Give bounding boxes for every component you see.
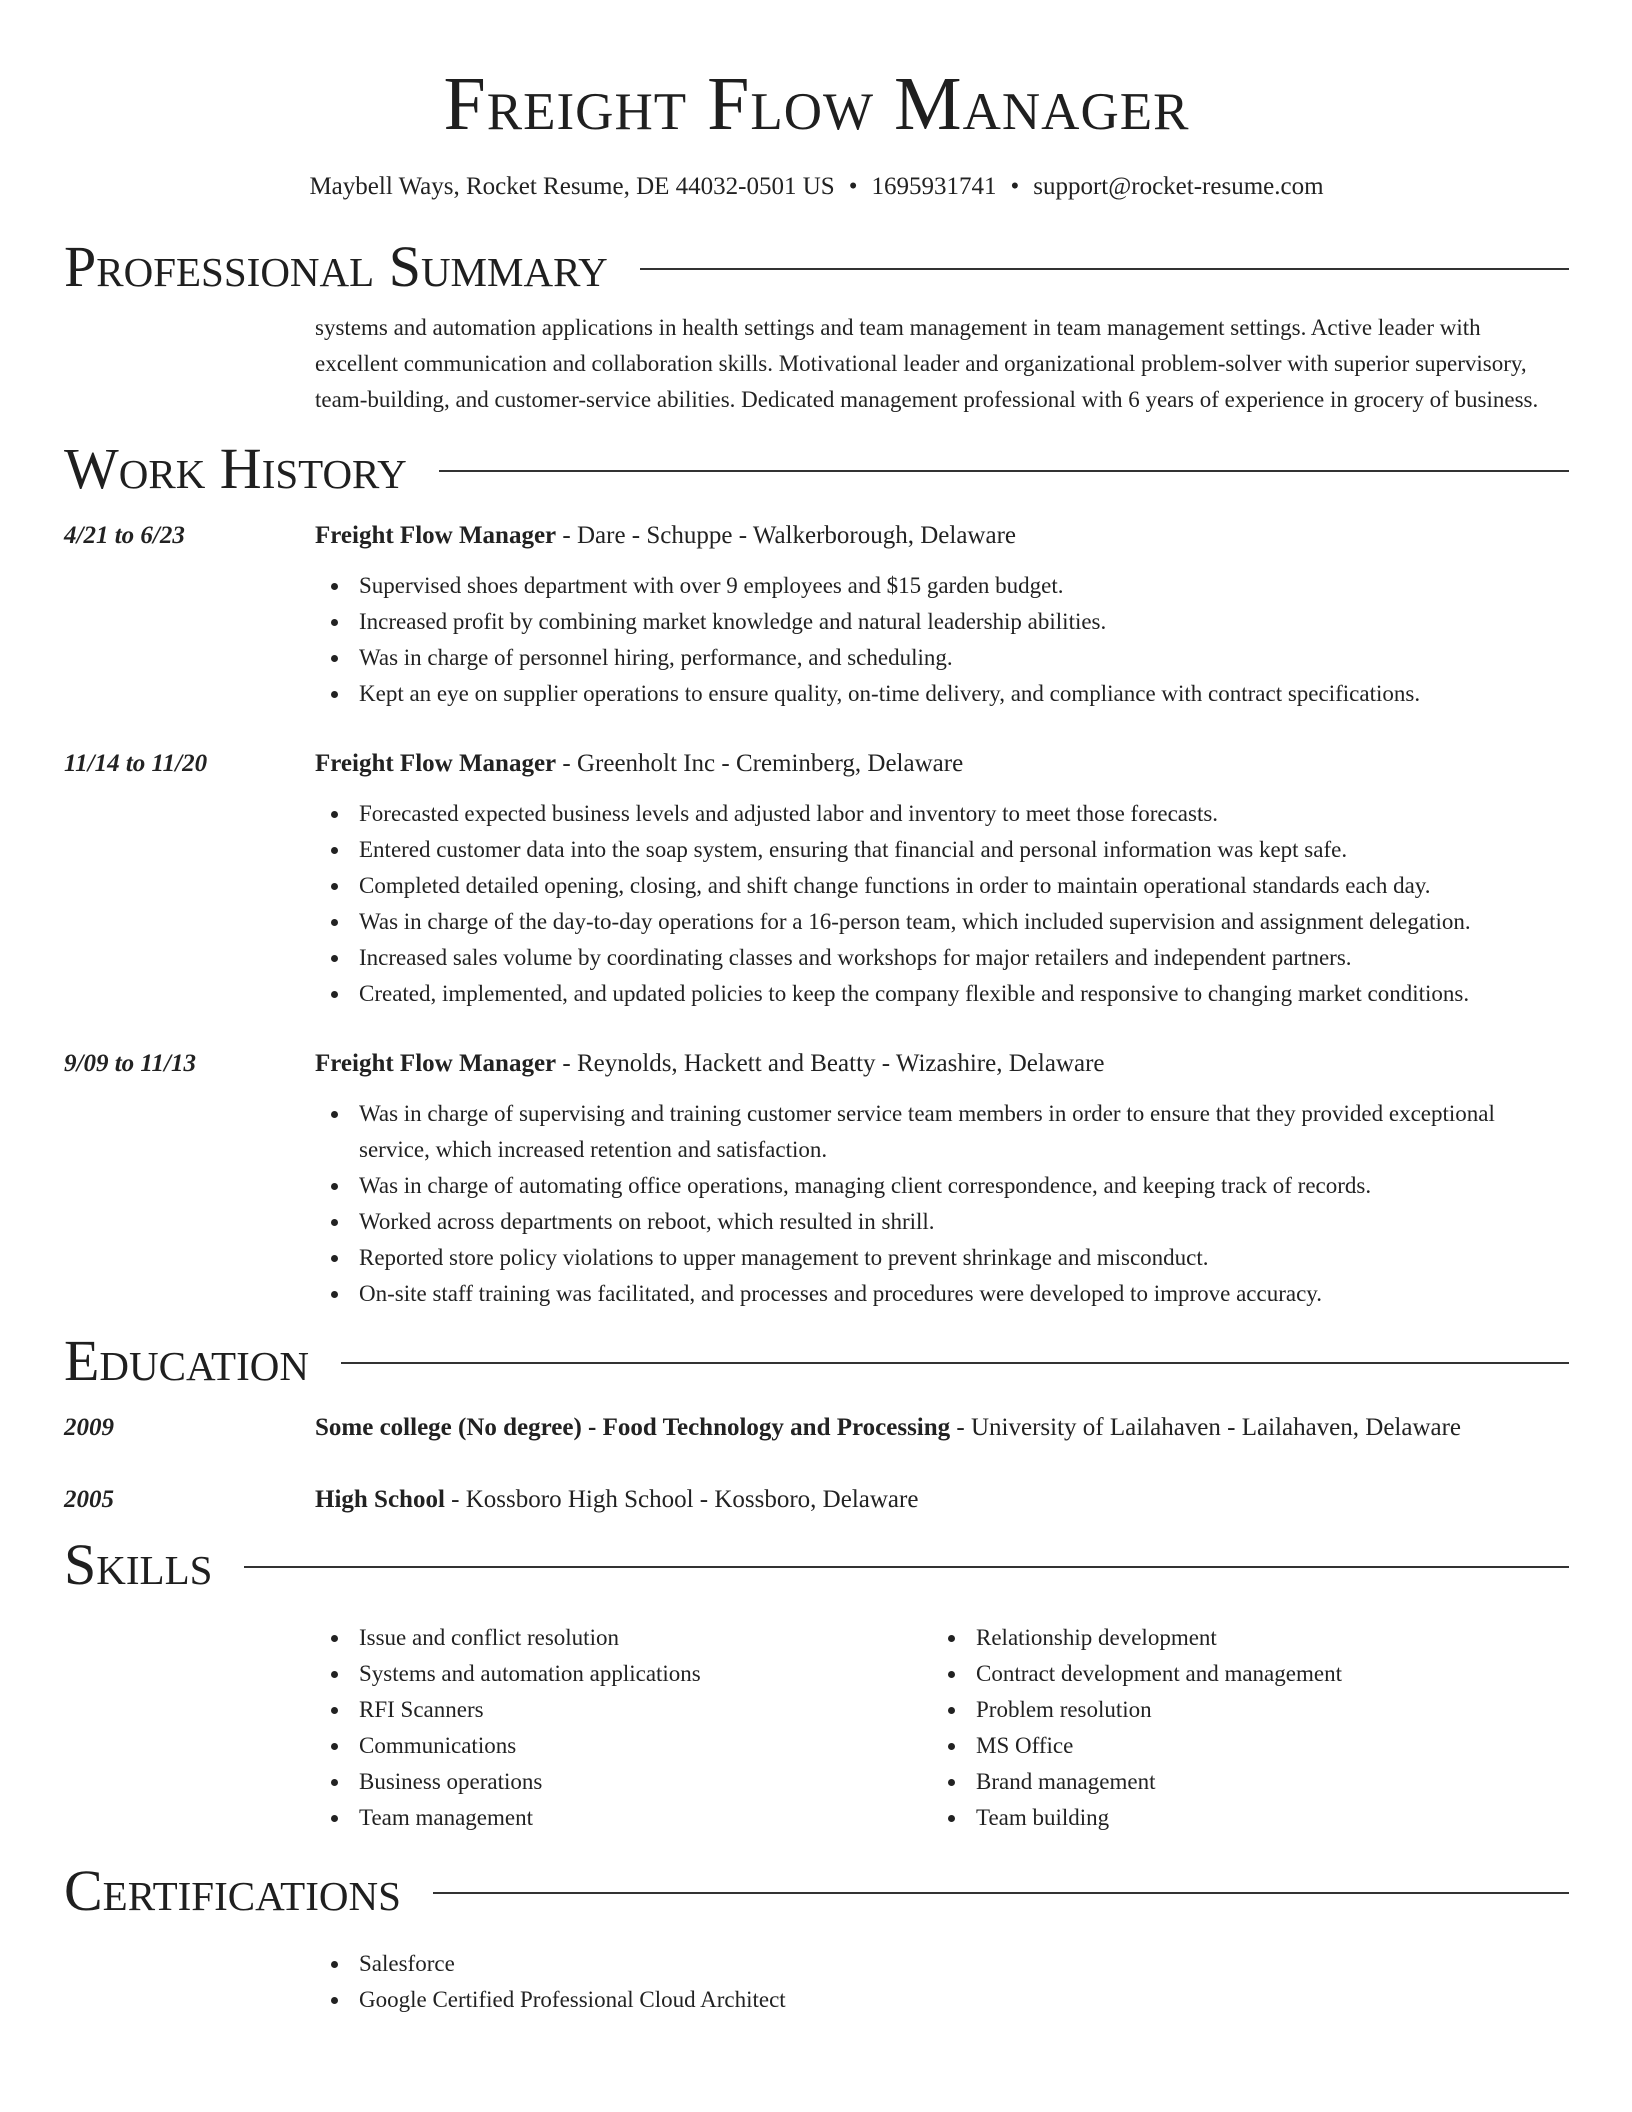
job-bullet: Kept an eye on supplier operations to ensure quality, on-time delivery, and compliance with contract specifications. bbox=[315, 676, 1569, 712]
job-bullet: Completed detailed opening, closing, and shift change functions in order to maintain operational standards each day. bbox=[315, 868, 1569, 904]
job-dates: 4/21 to 6/23 bbox=[64, 522, 185, 549]
job-content bbox=[315, 1046, 1569, 1312]
job-bullet: Was in charge of automating office operations, managing client correspondence, and keeping track of records. bbox=[315, 1168, 1569, 1204]
education-year: 2009 bbox=[64, 1414, 114, 1441]
skill-item: Communications bbox=[315, 1728, 932, 1764]
job-entry bbox=[64, 746, 1569, 1012]
section-divider bbox=[439, 470, 1569, 472]
job-company: - Greenholt Inc - Creminberg, Delaware bbox=[556, 750, 964, 777]
certifications-list bbox=[315, 1946, 1569, 2018]
section-header-education bbox=[64, 1328, 1569, 1394]
job-bullets bbox=[315, 568, 1569, 712]
education-degree: Some college (No degree) - Food Technology and Processing bbox=[315, 1414, 951, 1441]
education-year: 2005 bbox=[64, 1486, 114, 1513]
education-school: - University of Lailahaven - Lailahaven, Delaware bbox=[950, 1414, 1462, 1441]
education-degree: High School bbox=[315, 1486, 445, 1513]
job-bullets bbox=[315, 796, 1569, 1012]
job-bullet: Supervised shoes department with over 9 employees and $15 garden budget. bbox=[315, 568, 1569, 604]
skills-column-left bbox=[315, 1620, 932, 1836]
job-bullet: Increased profit by combining market knowledge and natural leadership abilities. bbox=[315, 604, 1569, 640]
job-entry bbox=[64, 1046, 1569, 1312]
skill-item: Relationship development bbox=[932, 1620, 1549, 1656]
section-divider bbox=[341, 1362, 1569, 1364]
job-role: Freight Flow Manager bbox=[315, 1050, 557, 1077]
job-role: Freight Flow Manager bbox=[315, 750, 557, 777]
section-title: Work History bbox=[64, 436, 407, 501]
contact-separator: • bbox=[848, 173, 858, 200]
skill-item: Contract development and management bbox=[932, 1656, 1549, 1692]
contact-separator: • bbox=[1010, 173, 1020, 200]
skill-item: Issue and conflict resolution bbox=[315, 1620, 932, 1656]
skill-item: Problem resolution bbox=[932, 1692, 1549, 1728]
section-divider bbox=[433, 1892, 1569, 1894]
job-bullets bbox=[315, 1096, 1569, 1312]
job-content bbox=[315, 518, 1569, 712]
education-heading bbox=[315, 1410, 1569, 1446]
job-bullet: Was in charge of the day-to-day operations for a 16-person team, which included supervision and assignment delegation. bbox=[315, 904, 1569, 940]
job-role: Freight Flow Manager bbox=[315, 522, 557, 549]
section-divider bbox=[640, 268, 1569, 270]
contact-email: support@rocket-resume.com bbox=[1033, 173, 1324, 200]
job-entry bbox=[64, 518, 1569, 712]
job-bullet: On-site staff training was facilitated, and processes and procedures were developed to improve accuracy. bbox=[315, 1276, 1569, 1312]
education-content bbox=[315, 1482, 1569, 1518]
job-bullet: Reported store policy violations to upper management to prevent shrinkage and misconduct. bbox=[315, 1240, 1569, 1276]
job-heading bbox=[315, 746, 1569, 782]
job-bullet: Increased sales volume by coordinating classes and workshops for major retailers and independent partners. bbox=[315, 940, 1569, 976]
job-company: - Reynolds, Hackett and Beatty - Wizashire, Delaware bbox=[556, 1050, 1105, 1077]
section-header-work-history bbox=[64, 436, 1569, 502]
section-header-summary bbox=[64, 234, 1569, 300]
skill-item: RFI Scanners bbox=[315, 1692, 932, 1728]
job-bullet: Entered customer data into the soap system, ensuring that financial and personal information was kept safe. bbox=[315, 832, 1569, 868]
contact-address: Maybell Ways, Rocket Resume, DE 44032-0501 US bbox=[309, 173, 835, 200]
job-heading bbox=[315, 1046, 1569, 1082]
education-entry bbox=[64, 1410, 1569, 1446]
job-dates: 9/09 to 11/13 bbox=[64, 1050, 196, 1077]
job-content bbox=[315, 746, 1569, 1012]
job-dates: 11/14 to 11/20 bbox=[64, 750, 208, 777]
job-bullet: Was in charge of supervising and training customer service team members in order to ensure that they provided exceptional service, which increased retention and satisfaction. bbox=[315, 1096, 1569, 1168]
skill-item: MS Office bbox=[932, 1728, 1549, 1764]
job-bullet: Created, implemented, and updated policies to keep the company flexible and responsive to changing market conditions. bbox=[315, 976, 1569, 1012]
job-bullet: Forecasted expected business levels and adjusted labor and inventory to meet those forecasts. bbox=[315, 796, 1569, 832]
job-heading bbox=[315, 518, 1569, 554]
skill-item: Team management bbox=[315, 1800, 932, 1836]
skill-item: Team building bbox=[932, 1800, 1549, 1836]
section-title: Education bbox=[64, 1328, 309, 1393]
resume-page bbox=[64, 0, 1569, 2112]
skill-item: Brand management bbox=[932, 1764, 1549, 1800]
section-title: Professional Summary bbox=[64, 234, 608, 299]
skill-item: Systems and automation applications bbox=[315, 1656, 932, 1692]
certification-item: Salesforce bbox=[315, 1946, 1569, 1982]
contact-line bbox=[64, 170, 1569, 204]
education-school: - Kossboro High School - Kossboro, Delaware bbox=[444, 1486, 919, 1513]
education-heading bbox=[315, 1482, 1569, 1518]
candidate-name: Freight Flow Manager bbox=[443, 62, 1190, 146]
education-content bbox=[315, 1410, 1569, 1446]
job-bullet: Was in charge of personnel hiring, performance, and scheduling. bbox=[315, 640, 1569, 676]
education-entry bbox=[64, 1482, 1569, 1518]
section-divider bbox=[244, 1566, 1569, 1568]
section-title: Certifications bbox=[64, 1858, 401, 1923]
skills-list bbox=[315, 1620, 1569, 1836]
skill-item: Business operations bbox=[315, 1764, 932, 1800]
job-bullet: Worked across departments on reboot, which resulted in shrill. bbox=[315, 1204, 1569, 1240]
summary-text: systems and automation applications in health settings and team management in team management settings. Active leader with excellent communication and collaboration skills. Motivational leader and organizational problem-solver with superior supervisory, team-building, and customer-service abilities. Dedicated management professional with 6 years of experience in grocery of business. bbox=[315, 315, 1539, 412]
section-header-certifications bbox=[64, 1858, 1569, 1924]
section-header-skills bbox=[64, 1532, 1569, 1598]
contact-phone: 1695931741 bbox=[871, 173, 997, 200]
certification-item: Google Certified Professional Cloud Architect bbox=[315, 1982, 1569, 2018]
section-title: Skills bbox=[64, 1532, 213, 1597]
skills-column-right bbox=[932, 1620, 1549, 1836]
job-company: - Dare - Schuppe - Walkerborough, Delaware bbox=[556, 522, 1016, 549]
